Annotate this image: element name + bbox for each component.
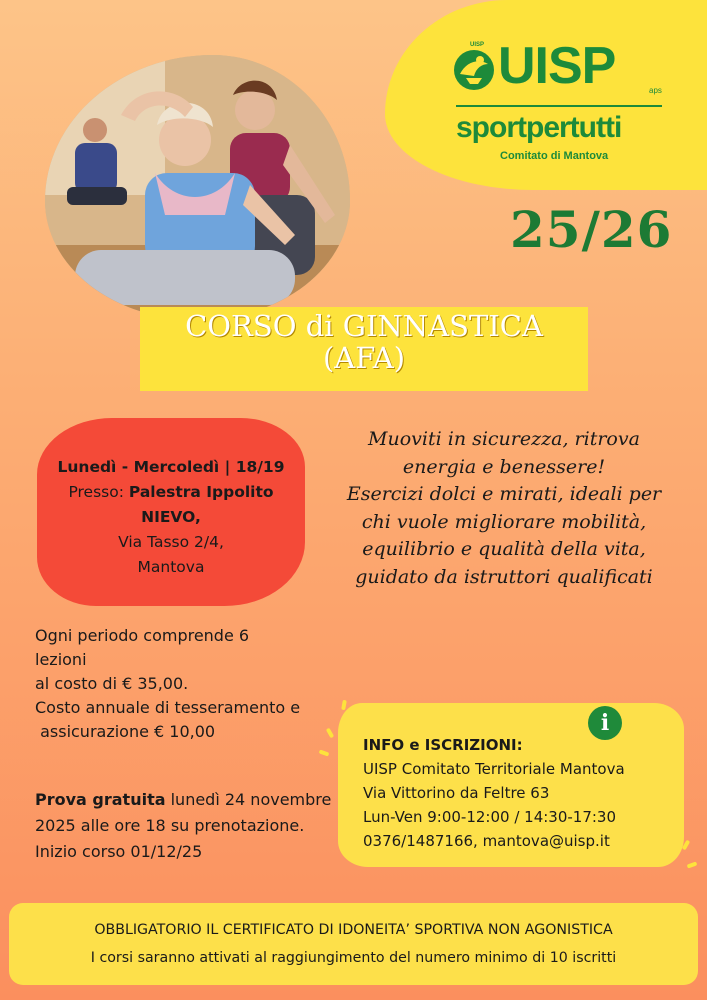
costs-line: al costo di € 35,00. <box>35 674 189 693</box>
costs-line: lezioni <box>35 650 87 669</box>
trial-bold: Prova gratuita <box>35 790 166 809</box>
logo-small-text: UISP <box>470 42 485 48</box>
trial-info <box>35 787 345 865</box>
costs-info <box>35 624 345 744</box>
costs-line: Costo annuale di tesseramento e <box>35 698 301 717</box>
info-title: INFO e ISCRIZIONI: <box>363 736 523 754</box>
trial-rest: lunedì 24 novembre 2025 alle ore 18 su prenotazione. <box>35 790 332 835</box>
schedule-venue-name: Palestra Ippolito NIEVO, <box>128 483 274 526</box>
description-line: energia e benessere! <box>402 455 606 478</box>
logo-divider <box>456 105 662 107</box>
schedule-at-label: Presso: <box>68 483 124 501</box>
notice-line2: I corsi saranno attivati al raggiungimento del numero minimo di 10 iscritti <box>90 950 617 966</box>
schedule-city: Mantova <box>137 558 205 576</box>
photo-women-stretching <box>45 55 350 320</box>
logo-brand: UISP <box>498 37 616 95</box>
course-description <box>318 426 690 591</box>
info-line: 0376/1487166, mantova@uisp.it <box>363 832 610 850</box>
description-line: guidato da istruttori qualificati <box>355 565 653 588</box>
course-start: Inizio corso 01/12/25 <box>35 842 203 861</box>
info-line: UISP Comitato Territoriale Mantova <box>363 760 625 778</box>
info-icon: i <box>588 706 622 740</box>
info-line: Lun-Ven 9:00-12:00 / 14:30-17:30 <box>363 808 617 826</box>
season-label: 25/26 <box>510 200 673 259</box>
logo-aps: aps <box>649 86 662 95</box>
course-title <box>140 310 588 374</box>
description-line: Esercizi dolci e mirati, ideali per <box>346 483 662 505</box>
logo-tagline: sportpertutti <box>456 111 622 144</box>
sparkle-decoration <box>319 749 330 756</box>
trial-text <box>35 787 345 839</box>
info-contact <box>363 733 683 853</box>
schedule-street: Via Tasso 2/4, <box>118 533 224 551</box>
logo-committee: Comitato di Mantova <box>500 150 609 162</box>
costs-line: assicurazione € 10,00 <box>35 722 216 741</box>
description-line: Muoviti in sicurezza, ritrova <box>368 428 640 450</box>
description-line: equilibrio e qualità della vita, <box>362 538 646 560</box>
info-line: Via Vittorino da Feltre 63 <box>363 784 550 802</box>
course-title-line2: (AFA) <box>322 341 406 375</box>
schedule-venue <box>40 480 302 530</box>
course-title-line1: CORSO di GINNASTICA <box>185 309 543 343</box>
schedule-info <box>40 455 302 580</box>
sparkle-decoration <box>687 861 698 868</box>
notice-line1: OBBLIGATORIO IL CERTIFICATO DI IDONEITA’ SPORTIVA NON AGONISTICA <box>94 922 613 938</box>
description-line: chi vuole migliorare mobilità, <box>361 510 647 533</box>
uisp-emblem-icon <box>452 48 496 92</box>
notice-text <box>9 916 698 972</box>
costs-line: Ogni periodo comprende 6 <box>35 626 250 645</box>
schedule-days: Lunedì - Mercoledì | 18/19 <box>57 458 285 476</box>
